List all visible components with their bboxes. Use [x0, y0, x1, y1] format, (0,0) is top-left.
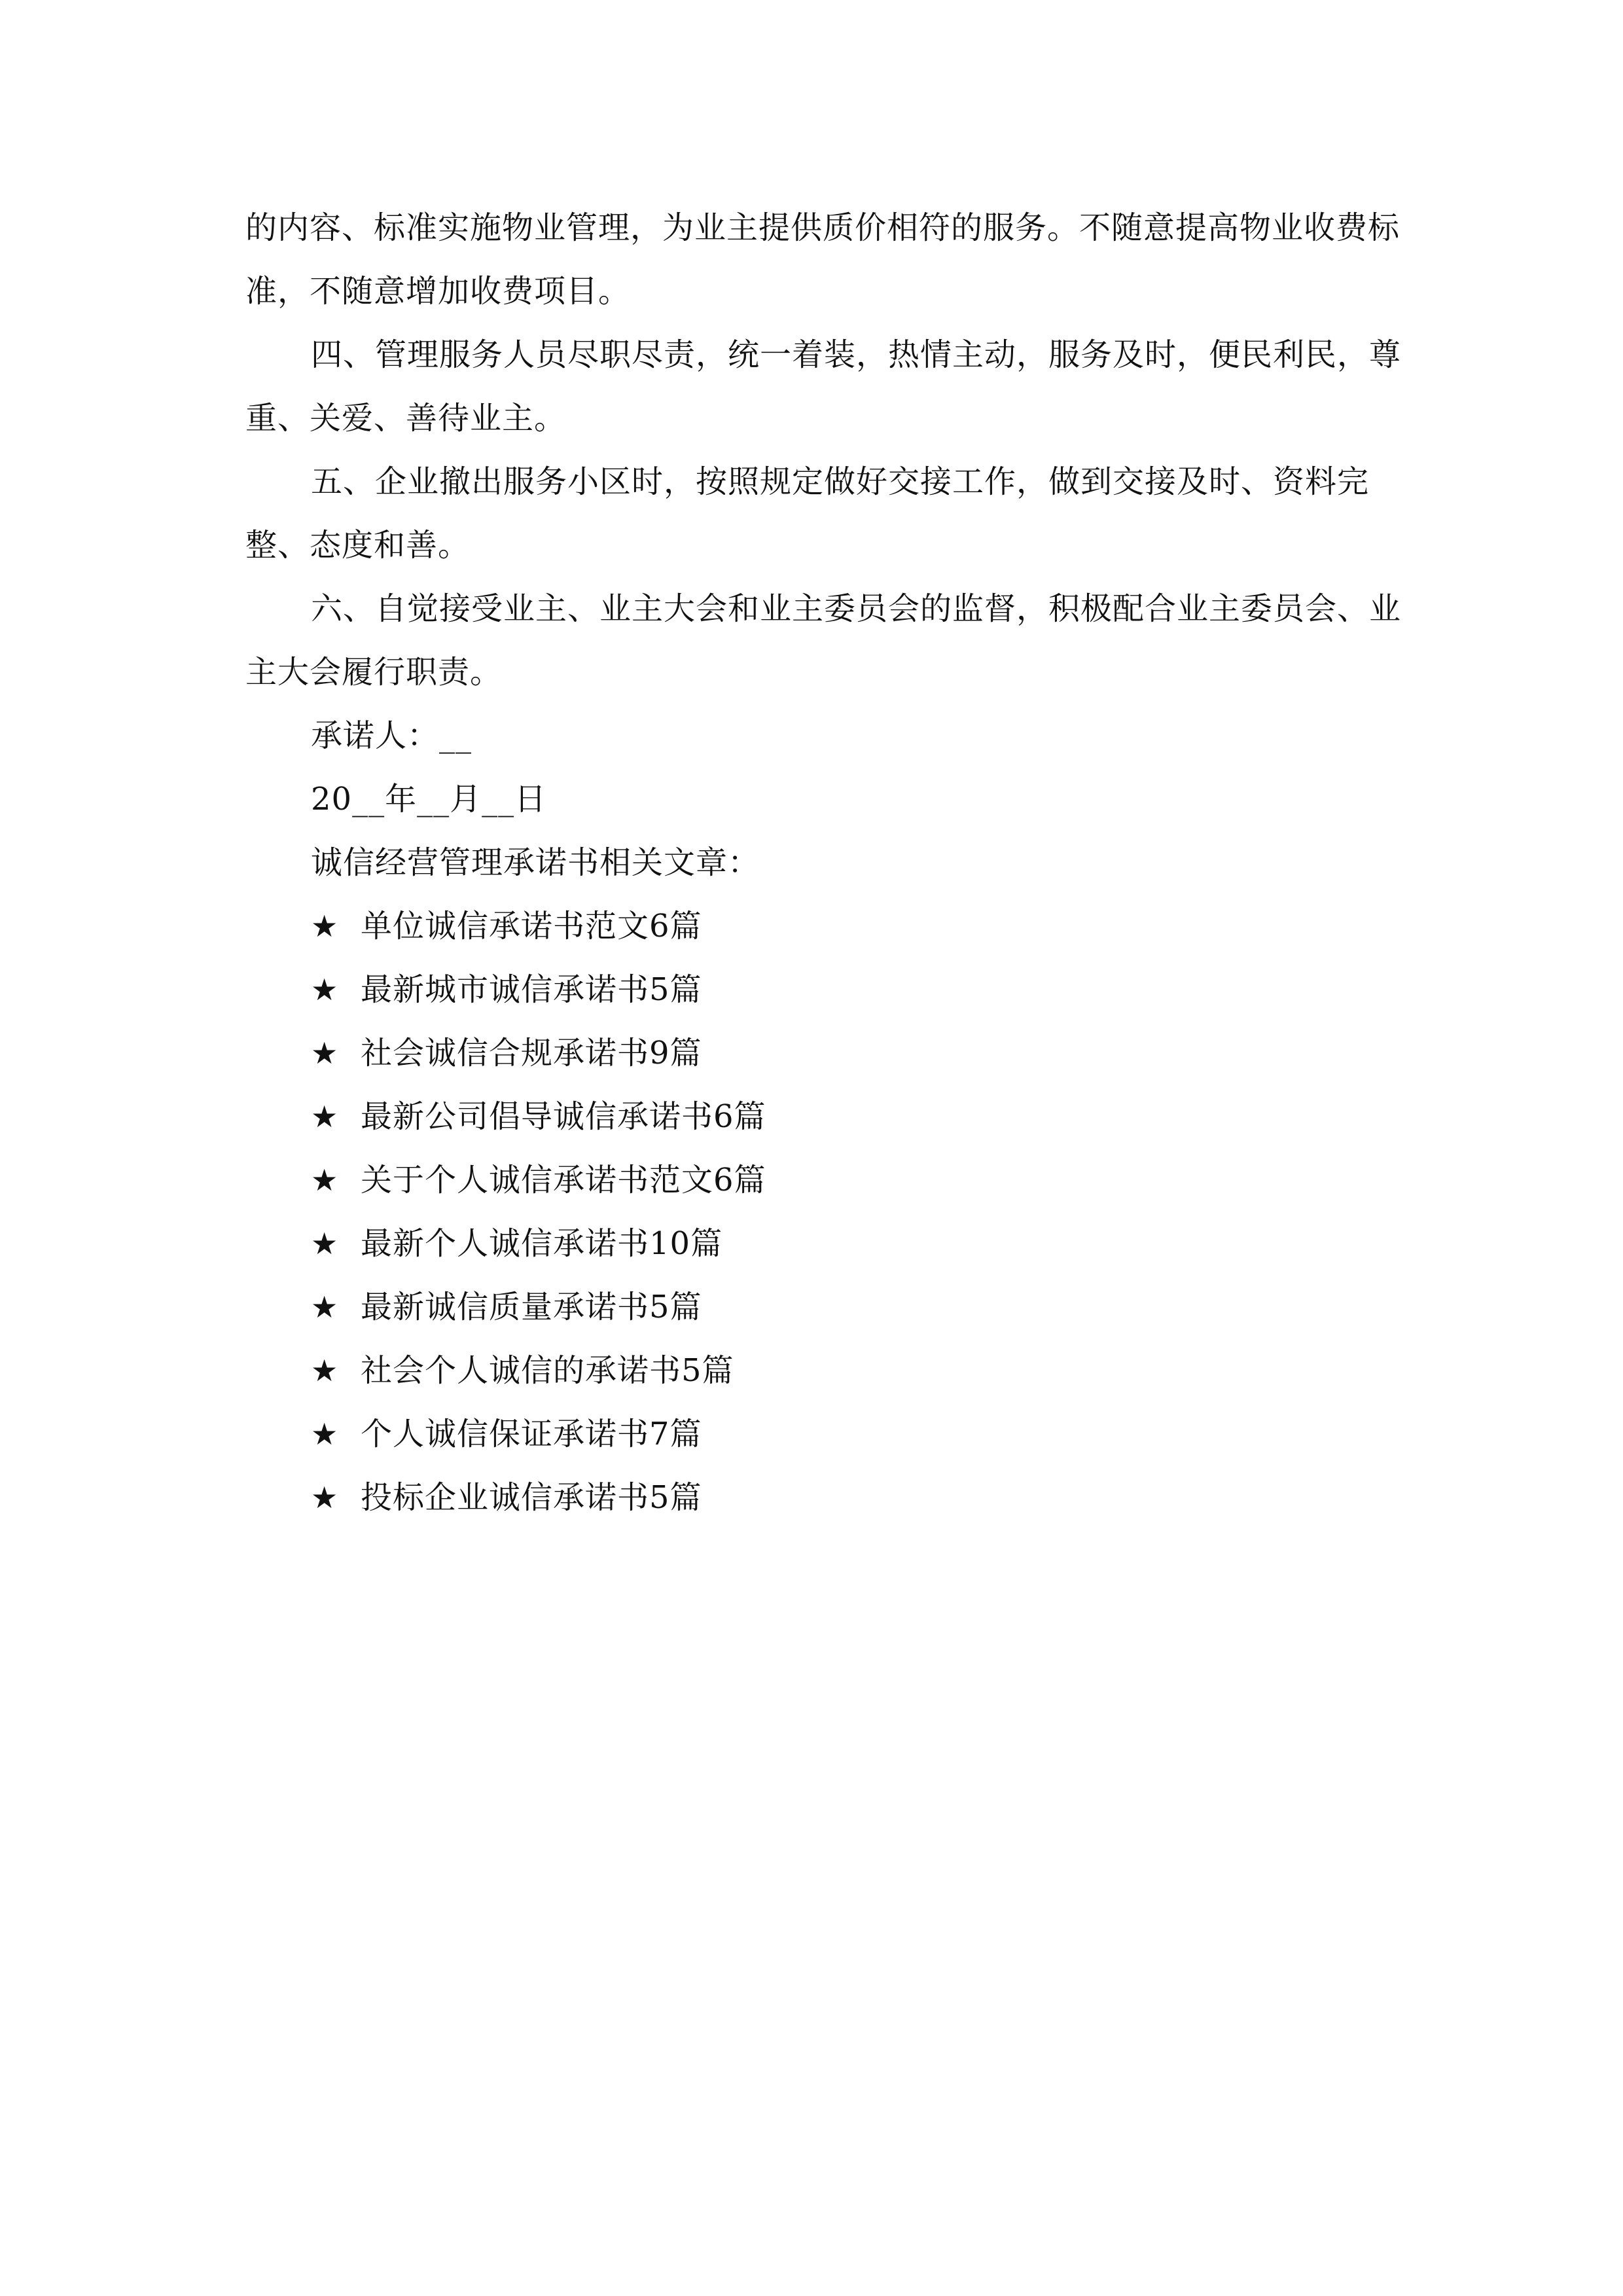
- related-article-title: 最新诚信质量承诺书5篇: [361, 1289, 702, 1325]
- related-articles-list: [245, 895, 1404, 1530]
- related-article-title: 单位诚信承诺书范文6篇: [361, 908, 702, 944]
- paragraph-item-five: 五、企业撤出服务小区时，按照规定做好交接工作，做到交接及时、资料完整、态度和善。: [245, 463, 1370, 564]
- related-article-link[interactable]: [245, 1403, 1404, 1466]
- related-article-link[interactable]: [245, 958, 1404, 1022]
- related-article-link[interactable]: [245, 1212, 1404, 1276]
- related-article-title: 投标企业诚信承诺书5篇: [361, 1479, 702, 1516]
- related-article-title: 个人诚信保证承诺书7篇: [361, 1416, 702, 1452]
- star-icon: ★: [311, 1480, 339, 1515]
- related-article-title: 最新公司倡导诚信承诺书6篇: [361, 1098, 766, 1135]
- related-article-title: 社会诚信合规承诺书9篇: [361, 1035, 702, 1071]
- related-article-link[interactable]: [245, 895, 1404, 958]
- related-heading: 诚信经营管理承诺书相关文章：: [311, 844, 760, 881]
- paragraph-continued: 的内容、标准实施物业管理，为业主提供质价相符的服务。不随意提高物业收费标准，不随意增加收费项目。: [245, 209, 1400, 310]
- related-article-link[interactable]: [245, 1339, 1404, 1403]
- star-icon: ★: [311, 1035, 339, 1071]
- paragraph-item-six: 六、自觉接受业主、业主大会和业主委员会的监督，积极配合业主委员会、业主大会履行职责。: [245, 590, 1402, 691]
- star-icon: ★: [311, 1416, 339, 1452]
- related-article-link[interactable]: [245, 1022, 1404, 1085]
- star-icon: ★: [311, 972, 339, 1007]
- date-line: 20__年__月__日: [311, 781, 547, 817]
- star-icon: ★: [311, 1099, 339, 1134]
- star-icon: ★: [311, 1289, 339, 1325]
- related-article-link[interactable]: [245, 1085, 1404, 1149]
- paragraph-item-four: 四、管理服务人员尽职尽责，统一着装，热情主动，服务及时，便民利民，尊重、关爱、善待业主。: [245, 336, 1402, 437]
- star-icon: ★: [311, 1353, 339, 1388]
- related-article-title: 最新个人诚信承诺书10篇: [361, 1225, 723, 1262]
- related-article-link[interactable]: [245, 1466, 1404, 1530]
- related-article-link[interactable]: [245, 1276, 1404, 1339]
- document-body: [245, 196, 1404, 1530]
- star-icon: ★: [311, 1162, 339, 1198]
- star-icon: ★: [311, 1226, 339, 1261]
- related-article-title: 最新城市诚信承诺书5篇: [361, 971, 702, 1008]
- related-article-link[interactable]: [245, 1149, 1404, 1212]
- related-article-title: 关于个人诚信承诺书范文6篇: [361, 1162, 766, 1198]
- signer-line: 承诺人：__: [311, 717, 473, 754]
- related-article-title: 社会个人诚信的承诺书5篇: [361, 1352, 734, 1389]
- star-icon: ★: [311, 908, 339, 944]
